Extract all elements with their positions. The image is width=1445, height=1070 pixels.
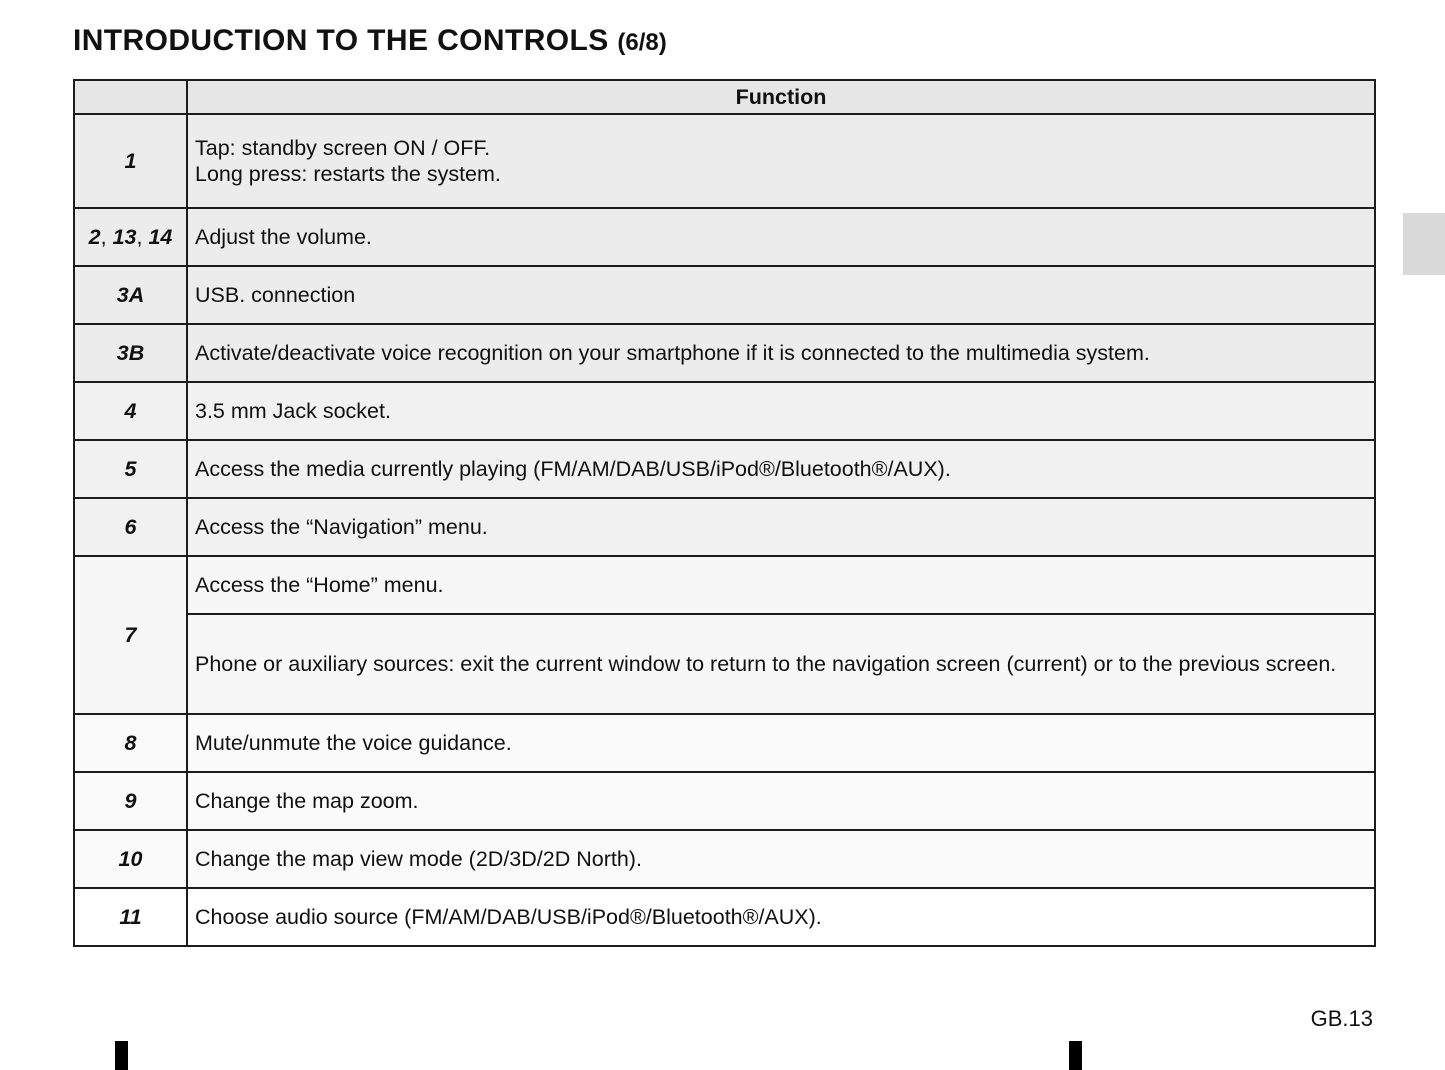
table-row	[74, 772, 1375, 830]
page-counter: (6/8)	[617, 29, 667, 56]
control-function: Change the map view mode (2D/3D/2D North).	[187, 830, 1375, 888]
table-row	[74, 888, 1375, 946]
function-line: Tap: standby screen ON / OFF.	[195, 136, 491, 160]
control-function: Access the “Home” menu.	[187, 556, 1375, 614]
control-key: 4	[74, 382, 187, 440]
control-function: USB. connection	[187, 266, 1375, 324]
control-key: 3B	[74, 324, 187, 382]
table-row	[74, 208, 1375, 266]
controls-table	[73, 79, 1376, 947]
crop-mark-left	[115, 1041, 128, 1070]
control-key: 9	[74, 772, 187, 830]
column-header-key	[74, 80, 187, 114]
control-key: 8	[74, 714, 187, 772]
page-title	[73, 22, 667, 62]
page-title-text: INTRODUCTION TO THE CONTROLS	[73, 24, 609, 57]
control-key: 3A	[74, 266, 187, 324]
table-row	[74, 114, 1375, 208]
column-header-function: Function	[187, 80, 1375, 114]
control-key: 7	[74, 556, 187, 714]
control-function: Access the “Navigation” menu.	[187, 498, 1375, 556]
control-key-part: 2	[88, 225, 101, 249]
control-function: Phone or auxiliary sources: exit the current window to return to the navigation screen (current) or to the previous screen.	[187, 614, 1375, 714]
control-key-part: 13	[112, 225, 137, 249]
table-row	[74, 324, 1375, 382]
control-function	[187, 114, 1375, 208]
section-side-tab	[1403, 213, 1445, 275]
control-function: Activate/deactivate voice recognition on your smartphone if it is connected to the multimedia system.	[187, 324, 1375, 382]
control-function: Choose audio source (FM/AM/DAB/USB/iPod®/Bluetooth®/AUX).	[187, 888, 1375, 946]
control-key-separator: ,	[100, 225, 113, 249]
control-key: 5	[74, 440, 187, 498]
control-function: Change the map zoom.	[187, 772, 1375, 830]
control-key-separator: ,	[136, 225, 149, 249]
control-key-part: 14	[148, 225, 173, 249]
control-function: 3.5 mm Jack socket.	[187, 382, 1375, 440]
crop-mark-right	[1069, 1041, 1082, 1070]
table-row	[74, 498, 1375, 556]
control-function: Adjust the volume.	[187, 208, 1375, 266]
control-key: 1	[74, 114, 187, 208]
function-line: Long press: restarts the system.	[195, 162, 501, 186]
table-header-row	[74, 80, 1375, 114]
control-function: Mute/unmute the voice guidance.	[187, 714, 1375, 772]
table-row	[74, 614, 1375, 714]
table-row	[74, 382, 1375, 440]
table-row	[74, 830, 1375, 888]
page-number: GB.13	[1310, 1006, 1373, 1031]
table-row	[74, 440, 1375, 498]
control-function: Access the media currently playing (FM/AM/DAB/USB/iPod®/Bluetooth®/AUX).	[187, 440, 1375, 498]
table-row	[74, 714, 1375, 772]
control-key: 10	[74, 830, 187, 888]
table-row	[74, 556, 1375, 614]
control-key	[74, 208, 187, 266]
control-key: 11	[74, 888, 187, 946]
table-row	[74, 266, 1375, 324]
control-key: 6	[74, 498, 187, 556]
